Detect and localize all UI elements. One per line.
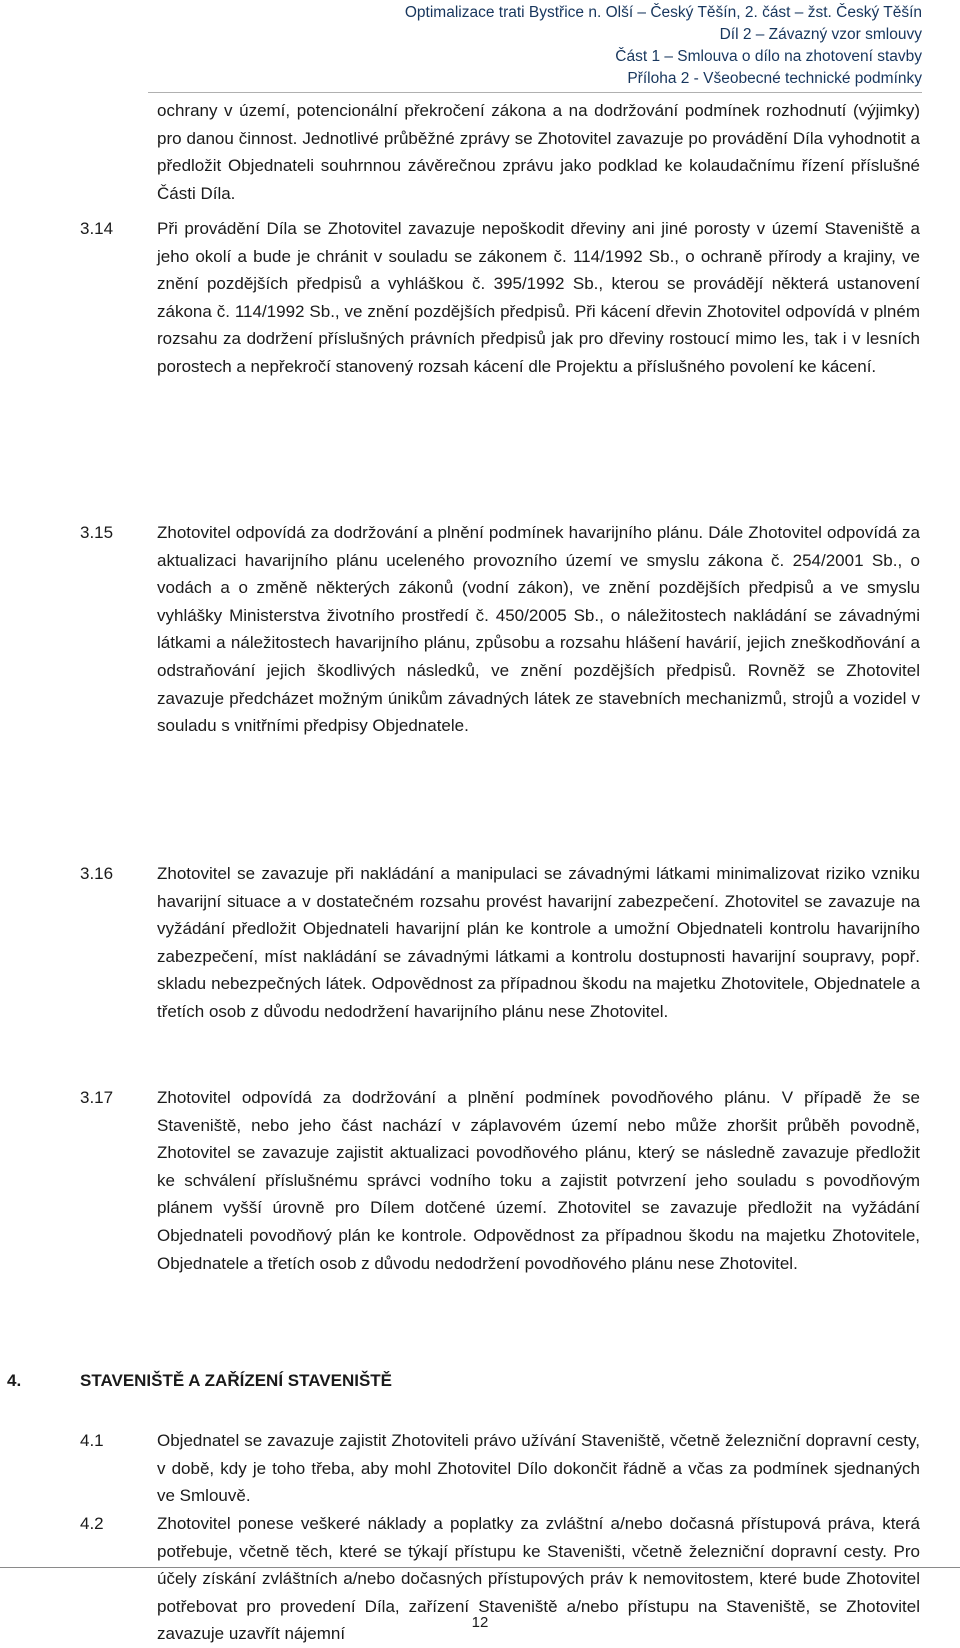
clause-number: 3.15: [80, 523, 114, 542]
header-section: Část 1 – Smlouva o dílo na zhotovení stavby: [615, 48, 922, 65]
clause-number: 4.1: [80, 1431, 104, 1450]
clause-3-17: [80, 1084, 920, 1277]
page-header: [362, 2, 922, 90]
section-heading: [7, 1367, 392, 1394]
header-annex: Příloha 2 - Všeobecné technické podmínky: [627, 70, 922, 87]
clause-3-16: [80, 860, 920, 1026]
clause-text: Objednatel se zavazuje zajistit Zhotoviteli právo užívání Staveniště, včetně železniční dopravní cesty, v době, kdy je toho třeba, aby mohl Zhotovitel Dílo dokončit řádně a včas za podmínek sjednaných ve Smlouvě.: [157, 1431, 920, 1506]
clause-number: 3.16: [80, 864, 114, 883]
clause-text: Zhotovitel odpovídá za dodržování a plnění podmínek povodňového plánu. V případě že se Staveniště, nebo jeho část nachází v záplavovém území nebo může zhoršit průběh povodně, Zhotovitel se zavazuje zajistit aktualizaci povodňového plánu, který se následně zavazuje předložit ke schválení příslušnému správci vodního toku a zajistit potvrzení jeho souladu s povodňovým plánem vyšší úrovně pro Dílem dotčené území. Zhotovitel se zavazuje předložit na vyžádání Objednateli povodňový plán ke kontrole. Odpovědnost za případnou škodu na majetku Zhotovitele, Objednatele a třetích osob z důvodu nedodržení povodňového plánu nese Zhotovitel.: [157, 1088, 920, 1273]
clause-text: Zhotovitel odpovídá za dodržování a plnění podmínek havarijního plánu. Dále Zhotovitel odpovídá za aktualizaci havarijního plánu uceleného provozního území ve smyslu zákona č. 254/2001 Sb., o vodách a o změně některých zákonů (vodní zákon), ve znění pozdějších předpisů a ve smyslu vyhlášky Ministerstva životního prostředí č. 450/2005 Sb., o náležitostech nakládání se závadnými látkami a náležitostech havarijního plánu, způsobu a rozsahu hlášení havárií, jejich zneškodňování a odstraňování jejich škodlivých následků, ve znění pozdějších předpisů. Rovněž se Zhotovitel zavazuje předcházet možným únikům závadných látek ze stavebních mechanizmů, strojů a vozidel v souladu s vnitřními předpisy Objednatele.: [157, 523, 920, 736]
header-divider: [148, 92, 922, 93]
page-number: 12: [471, 1614, 489, 1631]
clause-text: Zhotovitel se zavazuje při nakládání a manipulaci se závadnými látkami minimalizovat riziko vzniku havarijní situace a v dostatečném rozsahu provést havarijní zabezpečení. Zhotovitel se zavazuje na vyžádání předložit Objednateli havarijní plán ke kontrole a umožní Objednateli kontrolu havarijního zabezpečení, míst nakládání se závadnými látkami a kontrolu dostupnosti havarijní soupravy, popř. skladu nebezpečných látek. Odpovědnost za případnou škodu na majetku Zhotovitele, Objednatele a třetích osob z důvodu nedodržení havarijního plánu nese Zhotovitel.: [157, 864, 920, 1021]
clause-number: 3.14: [80, 219, 114, 238]
clause-text: Zhotovitel ponese veškeré náklady a poplatky za zvláštní a/nebo dočasná přístupová práva, která potřebuje, včetně těch, které se týkají přístupu ke Staveništi, včetně železniční dopravní cesty. Pro účely získání zvláštních a/nebo dočasných přístupových práv k nemovitostem, které bude Zhotovitel potřebovat pro provedení Díla, zařízení Staveniště a/nebo přístupu na Staveniště, se Zhotovitel zavazuje uzavřít nájemní: [157, 1514, 920, 1644]
clause-3-14: [80, 215, 920, 381]
footer-divider: [0, 1567, 960, 1568]
header-project-title: Optimalizace trati Bystřice n. Olší – Český Těšín, 2. část – žst. Český Těšín: [404, 4, 922, 21]
continued-paragraph: ochrany v území, potencionální překročení zákona a na dodržování podmínek rozhodnutí (výjimky) pro danou činnost. Jednotlivé průběžné zprávy se Zhotovitel zavazuje po provádění Díla vyhodnotit a předložit Objednateli souhrnnou závěrečnou zprávu jako podklad ke kolaudačnímu řízení příslušné Části Díla.: [157, 101, 920, 203]
section-title: STAVENIŠTĚ A ZAŘÍZENÍ STAVENIŠTĚ: [80, 1371, 393, 1390]
clause-4-1: [80, 1427, 920, 1510]
clause-number: 3.17: [80, 1088, 114, 1107]
clause-3-15: [80, 519, 920, 740]
section-number: 4.: [7, 1371, 22, 1390]
clause-number: 4.2: [80, 1514, 104, 1533]
header-part: Díl 2 – Závazný vzor smlouvy: [719, 26, 922, 43]
clause-text: Při provádění Díla se Zhotovitel zavazuje nepoškodit dřeviny ani jiné porosty v území Staveniště a jeho okolí a bude je chránit v souladu se zákonem č. 114/1992 Sb., o ochraně přírody a krajiny, ve znění pozdějších předpisů a vyhláškou č. 395/1992 Sb., kterou se provádějí některá ustanovení zákona č. 114/1992 Sb., ve znění pozdějších předpisů. Při kácení dřevin Zhotovitel odpovídá v plném rozsahu za dodržení příslušných právních předpisů jak pro dřeviny rostoucí mimo les, tak i v lesních porostech a nepřekročí stanovený rozsah kácení dle Projektu a příslušného povolení ke kácení.: [157, 219, 920, 376]
